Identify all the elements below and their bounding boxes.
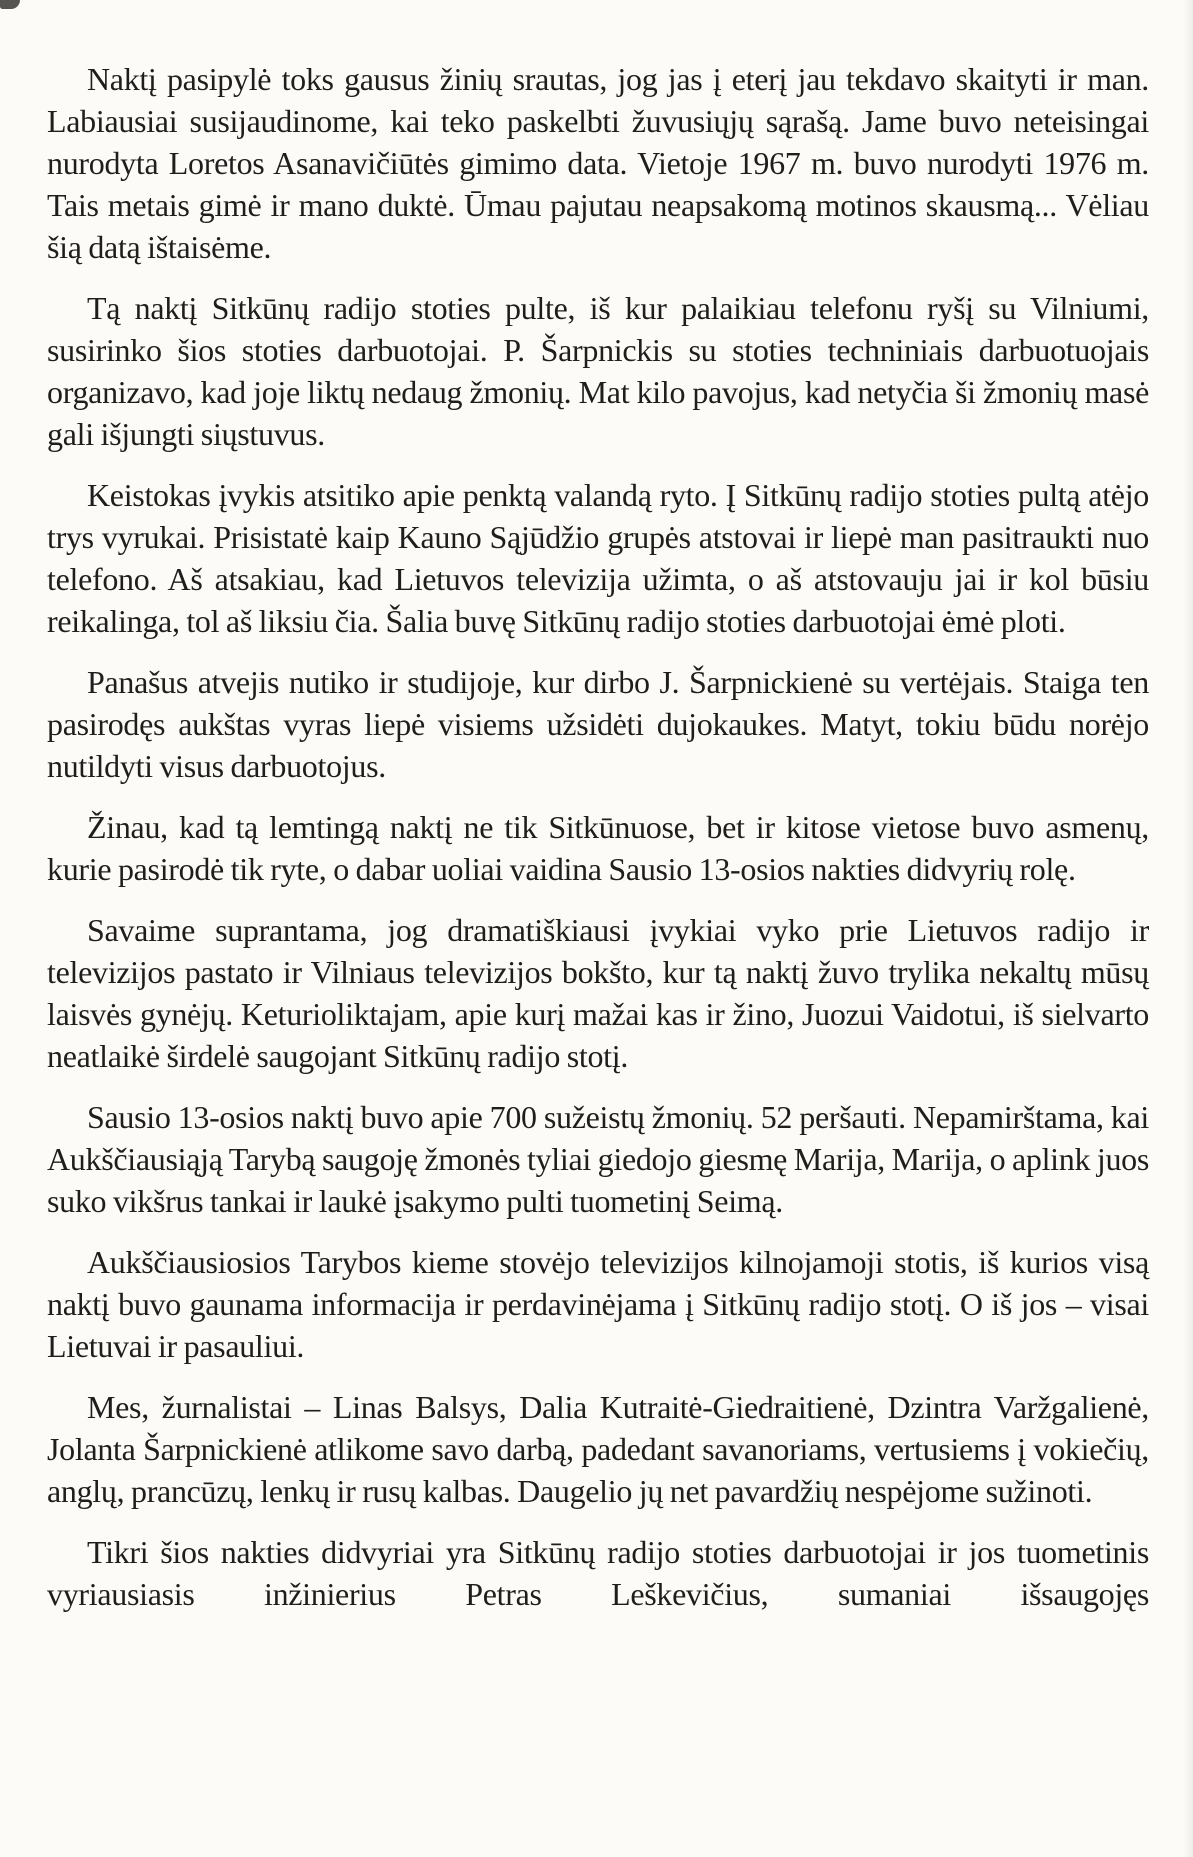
page-edge-shadow (1183, 0, 1193, 1857)
paragraph: Naktį pasipylė toks gausus žinių srautas, jog jas į eterį jau tekdavo skaityti ir man. Labiausiai susijaudinome, kai teko paskelbti žuvusiųjų sąrašą. Jame buvo neteisingai nurodyta Loretos Asanavičiūtės gimimo data. Vietoje 1967 m. buvo nurodyti 1976 m. Tais metais gimė ir mano duktė. Ūmau pajutau neapsakomą motinos skausmą... Vėliau šią datą ištaisėme. (47, 61, 1149, 265)
body-text-block (47, 58, 1149, 1615)
paragraph: Aukščiausiosios Tarybos kieme stovėjo televizijos kilnojamoji stotis, iš kurios visą naktį buvo gaunama informacija ir perdavinėjama į Sitkūnų radijo stotį. O iš jos – visai Lietuvai ir pasauliui. (47, 1244, 1149, 1364)
paragraph: Žinau, kad tą lemtingą naktį ne tik Sitkūnuose, bet ir kitose vietose buvo asmenų, kurie pasirodė tik ryte, o dabar uoliai vaidina Sausio 13-osios nakties didvyrių rolę. (47, 809, 1149, 887)
scan-smudge-artifact (0, 0, 20, 9)
paragraph: Keistokas įvykis atsitiko apie penktą valandą ryto. Į Sitkūnų radijo stoties pultą atėjo trys vyrukai. Prisistatė kaip Kauno Sąjūdžio grupės atstovai ir liepė man pasitraukti nuo telefono. Aš atsakiau, kad Lietuvos televizija užimta, o aš atstovauju jai ir kol būsiu reikalinga, tol aš liksiu čia. Šalia buvę Sitkūnų radijo stoties darbuotojai ėmė ploti. (47, 477, 1149, 639)
paragraph: Savaime suprantama, jog dramatiškiausi įvykiai vyko prie Lietuvos radijo ir televizijos pastato ir Vilniaus televizijos bokšto, kur tą naktį žuvo trylika nekaltų mūsų laisvės gynėjų. Keturioliktajam, apie kurį mažai kas ir žino, Juozui Vaidotui, iš sielvarto neatlaikė širdelė saugojant Sitkūnų radijo stotį. (47, 912, 1149, 1074)
paragraph: Panašus atvejis nutiko ir studijoje, kur dirbo J. Šarpnickienė su vertėjais. Staiga ten pasirodęs aukštas vyras liepė visiems užsidėti dujokaukes. Matyt, tokiu būdu norėjo nutildyti visus darbuotojus. (47, 664, 1149, 784)
paragraph: Mes, žurnalistai – Linas Balsys, Dalia Kutraitė-Giedraitienė, Dzintra Varžgalienė, Jolanta Šarpnickienė atlikome savo darbą, padedant savanoriams, vertusiems į vokiečių, anglų, prancūzų, lenkų ir rusų kalbas. Daugelio jų net pavardžių nespėjome sužinoti. (47, 1389, 1149, 1509)
paragraph: Sausio 13-osios naktį buvo apie 700 sužeistų žmonių. 52 peršauti. Nepamirštama, kai Aukščiausiąją Tarybą saugoję žmonės tyliai giedojo giesmę Marija, Marija, o aplink juos suko vikšrus tankai ir laukė įsakymo pulti tuometinį Seimą. (47, 1099, 1150, 1219)
paragraph: Tą naktį Sitkūnų radijo stoties pulte, iš kur palaikiau telefonu ryšį su Vilniumi, susirinko šios stoties darbuotojai. P. Šarpnickis su stoties techniniais darbuotuojais organizavo, kad joje liktų nedaug žmonių. Mat kilo pavojus, kad netyčia ši žmonių masė gali išjungti siųstuvus. (47, 290, 1149, 452)
paragraph-cut-off: Tikri šios nakties didvyriai yra Sitkūnų radijo stoties darbuotojai ir jos tuometinis vyriausiasis inžinierius Petras Leškevičius, sumaniai išsaugojęs (47, 1534, 1149, 1612)
